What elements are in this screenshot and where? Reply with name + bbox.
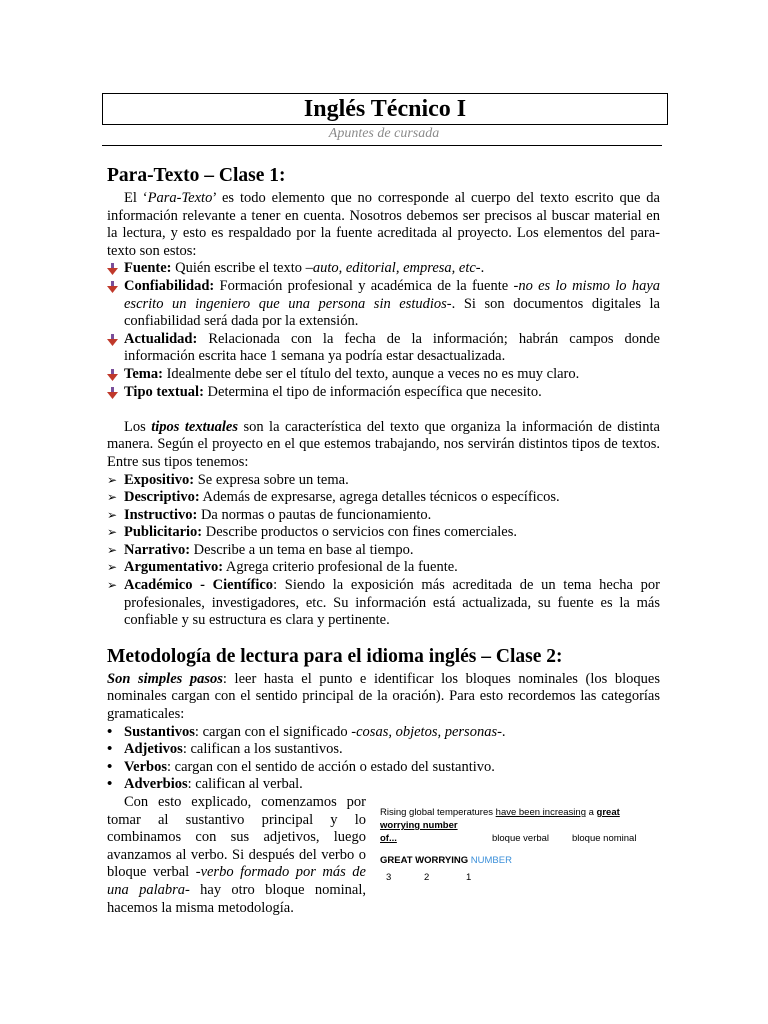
sentence-tail: of... (380, 833, 397, 844)
bullet-dot-icon: • (107, 723, 113, 740)
item-text: : cargan con el significado - (194, 723, 357, 740)
metodologia-intro (107, 671, 660, 724)
categorias-list (107, 724, 660, 794)
figure-labels-row (380, 832, 662, 846)
list-item (107, 524, 660, 542)
item-text: Se expresa sobre un tema. (194, 471, 349, 488)
header-rule (102, 145, 662, 146)
list-item (107, 472, 660, 490)
list-item (107, 278, 660, 331)
item-text: Idealmente debe ser el título del texto, aunque a veces no es muy claro. (162, 365, 580, 382)
down-arrow-icon (107, 384, 121, 399)
sentence-text: a (585, 807, 597, 818)
item-label: Sustantivos (124, 723, 195, 740)
item-text: Describe a un tema en base al tiempo. (190, 541, 414, 558)
item-italic: auto, editorial, empresa, etc- (312, 260, 481, 277)
item-label: Verbos (124, 758, 167, 775)
page-subtitle: Apuntes de cursada (328, 126, 440, 141)
list-item (107, 559, 660, 577)
item-text: Relacionada con la fecha de la información; habrán campos donde información escrita hace 1 semana ya podría estar desactualizada. (124, 330, 660, 365)
item-text: Describe productos o servicios con fines comerciales. (202, 524, 518, 541)
paratexto-list (107, 260, 660, 401)
closing-text: Con esto explicado, comenzamos por tomar al sustantivo principal y lo combinamos con sus adjetivos, luego avanzamos al verbo. Si después del verbo o bloque verbal - (107, 794, 366, 881)
list-item (107, 542, 660, 560)
item-text: . Si son documentos digitales la confiabilidad será dada por la extensión. (124, 295, 660, 330)
list-item (107, 759, 660, 777)
intro-text: El ‘ (124, 190, 148, 206)
item-text: Da normas o pautas de funcionamiento. (197, 506, 432, 523)
order-number: 1 (466, 872, 472, 883)
closing-text: - hay otro bloque nominal, hacemos la misma metodología. (107, 881, 367, 916)
down-arrow-icon (107, 278, 121, 293)
intro-text: son la característica del texto que organiza la información de distinta manera. Según el proyecto en el que estemos trabajando, nos servirán distintos tipos de textos. Entre sus tipos tenemos: (107, 418, 660, 470)
list-item (107, 260, 660, 278)
list-item (107, 724, 660, 742)
tipos-list (107, 472, 660, 630)
intro-text: ’ es todo elemento que no corresponde al cuerpo del texto escrito que da información relevante a tener en cuenta. Nosotros debemos ser precisos al buscar material en la lectura, y esto es respaldado por la fuente acreditada al proyecto. Los elementos del para-texto son estos: (107, 190, 660, 259)
phrase-text: GREAT WORRYING (380, 855, 471, 866)
item-label: Argumentativo: (124, 559, 224, 576)
list-item (107, 577, 660, 630)
intro-text: : leer hasta el punto e identificar los bloques nominales (los bloques nominales cargan con el sentido principal de la oración). Para esto recordemos las categorías gramaticales: (107, 670, 660, 723)
intro-lead: Son simples pasos (107, 670, 223, 687)
item-label: Instructivo: (124, 506, 198, 523)
list-item (107, 366, 660, 384)
down-arrow-icon (107, 366, 121, 381)
label-verbal: bloque verbal (492, 833, 550, 844)
list-item (107, 507, 660, 525)
down-arrow-icon (107, 260, 121, 275)
phrase-highlight: NUMBER (470, 855, 512, 866)
item-label: Académico - Científico (124, 577, 274, 594)
verb-block: have been increasing (495, 807, 586, 818)
item-text: : califican a los sustantivos. (182, 741, 343, 758)
item-label: Expositivo: (124, 471, 195, 488)
bullet-dot-icon: • (107, 758, 113, 775)
bullet-dot-icon: • (107, 776, 113, 793)
noun-block: great worrying number (380, 807, 620, 831)
item-label: Adjetivos (124, 741, 183, 758)
item-text: -. (497, 723, 506, 740)
item-text: : califican al verbal. (187, 776, 303, 793)
bullet-dot-icon: • (107, 741, 113, 758)
list-item (107, 489, 660, 507)
list-item (107, 776, 660, 794)
triangle-bullet-icon: ➢ (107, 490, 118, 505)
item-label: Tipo textual: (124, 383, 204, 400)
item-text: . (480, 260, 485, 277)
figure-image (380, 806, 662, 885)
triangle-bullet-icon: ➢ (107, 542, 118, 557)
triangle-bullet-icon: ➢ (107, 560, 118, 575)
example-sentence (380, 806, 662, 832)
triangle-bullet-icon: ➢ (107, 525, 118, 540)
spacer (107, 401, 660, 419)
intro-term: Para-Texto (147, 190, 213, 206)
item-label: Fuente: (124, 260, 172, 277)
item-text: Agrega criterio profesional de la fuente. (223, 559, 458, 576)
page-title: Inglés Técnico I (102, 93, 668, 125)
item-label: Adverbios (124, 776, 188, 793)
item-italic: cosas, objetos, personas (356, 723, 498, 740)
list-item (107, 741, 660, 759)
triangle-bullet-icon: ➢ (107, 507, 118, 522)
item-text: Determina el tipo de información específica que necesito. (203, 383, 542, 400)
sentence-text: Rising global temperatures (380, 807, 496, 818)
example-figure (378, 794, 660, 904)
closing-italic: verbo formado por más de una palabra (107, 864, 366, 898)
intro-text: Los (124, 418, 152, 435)
section1-heading: Para-Texto – Clase 1: (107, 165, 286, 186)
down-arrow-icon (107, 331, 121, 346)
paratexto-intro (107, 190, 660, 260)
item-text: Además de expresarse, agrega detalles técnicos o específicos. (199, 489, 560, 506)
list-item (107, 331, 660, 366)
document-body (107, 165, 660, 917)
item-text: Formación profesional y académica de la fuente (214, 277, 514, 294)
intro-term: tipos textuales (151, 418, 239, 435)
tipos-intro (107, 419, 660, 472)
order-number: 2 (424, 872, 430, 883)
phrase-row (380, 854, 662, 867)
order-number: 3 (386, 872, 392, 883)
triangle-bullet-icon: ➢ (107, 578, 118, 593)
item-label: Actualidad: (124, 330, 198, 347)
item-text: : Siendo la exposición más acreditada de un tema hecha por profesionales, investigadores, etc. Su información está actualizada, su fuente es la más confiable y su estructura es clara y pertinente. (124, 577, 660, 629)
item-italic: -no es lo mismo lo haya escrito un ingeniero que una persona sin estudios- (124, 277, 661, 312)
triangle-bullet-icon: ➢ (107, 472, 118, 487)
item-text: : cargan con el sentido de acción o estado del sustantivo. (166, 758, 495, 775)
item-label: Tema: (124, 365, 163, 382)
order-numbers-row (380, 871, 662, 885)
item-label: Confiabilidad: (124, 277, 215, 294)
item-label: Descriptivo: (124, 489, 200, 506)
list-item (107, 384, 660, 402)
item-label: Publicitario: (124, 524, 203, 541)
item-text: Quién escribe el texto – (171, 260, 313, 277)
item-label: Narrativo: (124, 541, 191, 558)
section2-heading: Metodología de lectura para el idioma inglés – Clase 2: (107, 645, 563, 667)
label-nominal: bloque nominal (572, 833, 637, 844)
